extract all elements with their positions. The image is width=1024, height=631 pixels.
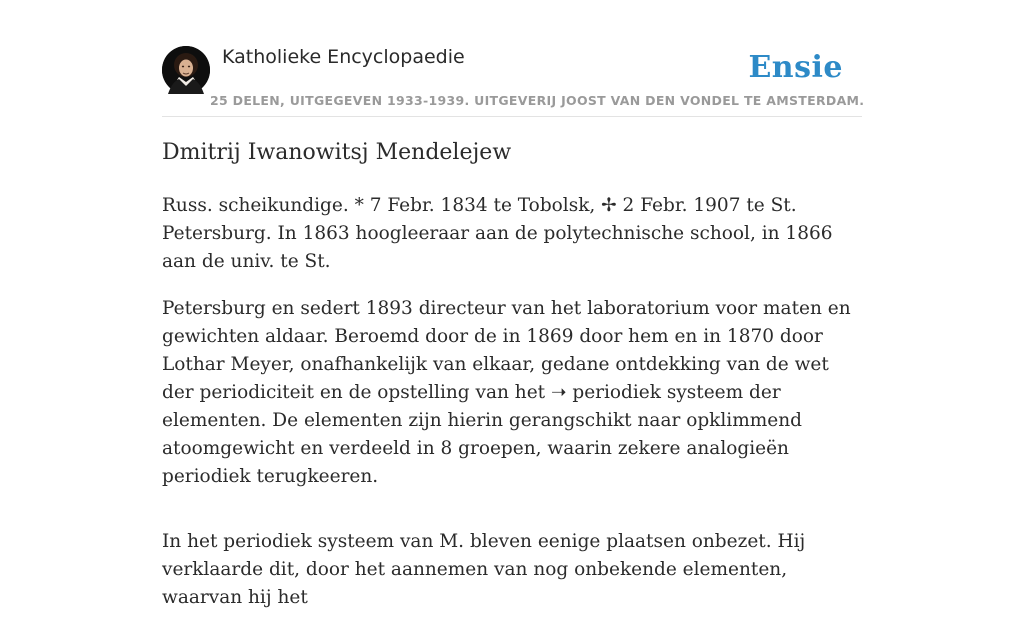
publication-subtitle: 25 DELEN, UITGEGEVEN 1933-1939. UITGEVERIJ JOOST VAN DEN VONDEL TE AMSTERDAM.	[210, 93, 865, 108]
publication-title[interactable]: Katholieke Encyclopaedie	[222, 46, 465, 68]
article-paragraph: Russ. scheikundige. * 7 Febr. 1834 te Tobolsk, ✢ 2 Febr. 1907 te St. Petersburg. In 1863 hoogleeraar aan de polytechnische school, in 1866 aan de univ. te St.	[162, 195, 833, 272]
article-paragraph: In het periodiek systeem van M. bleven eenige plaatsen onbezet. Hij verklaarde dit, door het aannemen van nog onbekende elementen, waarvan hij het	[162, 531, 806, 608]
article-paragraph: Petersburg en sedert 1893 directeur van het laboratorium voor maten en gewichten aldaar. Beroemd door de in 1869 door hem en in 1870 door Lothar Meyer, onafhankelijk van elkaar, gedane ontdekking van de wet der periodiciteit en de opstelling van het ➝ periodiek systeem der elementen. De elementen zijn hierin gerangschikt naar opklimmend atoomgewicht en verdeeld in 8 groepen, waarin zekere analogieën periodiek terugkeeren.	[162, 298, 851, 487]
portrait-avatar-icon[interactable]	[162, 46, 210, 94]
ensie-logo-link[interactable]: Ensie	[748, 50, 843, 85]
article-body	[162, 192, 862, 631]
site-header	[162, 46, 865, 117]
portrait-avatar-graphic	[162, 46, 210, 94]
article-title: Dmitrij Iwanowitsj Mendelejew	[162, 140, 512, 165]
